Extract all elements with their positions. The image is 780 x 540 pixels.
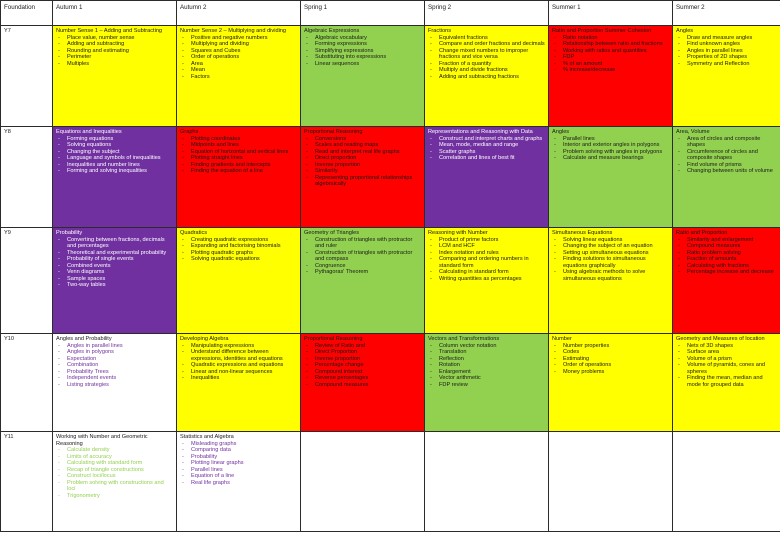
topic-title: Fractions [428, 28, 452, 34]
topic-item: - Surface area [676, 349, 777, 356]
topic-item: - Setting up simultaneous equations [552, 250, 669, 257]
topic-title: Working with Number and Geometric Reasoning [56, 434, 148, 447]
topic-item: - Inequalities [180, 375, 297, 382]
year-row-y7 [1, 26, 780, 127]
year-row-y11 [1, 432, 780, 532]
topic-item: - Product of prime factors [428, 237, 545, 244]
topic-item: - Probability of single events [56, 256, 173, 263]
topic-item: - Compare and order fractions and decimals [428, 41, 545, 48]
topic-list [180, 441, 297, 487]
topic-item: - Working with ratios and quantities [552, 48, 669, 55]
topic-item: - Substituting into expressions [304, 54, 421, 61]
topic-item: - Codes [552, 349, 669, 356]
empty-cell [673, 432, 780, 532]
topic-item: - Fraction of a quantity [428, 61, 545, 68]
topic-item: - Combination [56, 362, 173, 369]
topic-item: - Inequalities and number lines [56, 162, 173, 169]
topic-list [56, 343, 173, 389]
topic-item: - Similarity and enlargement [676, 237, 777, 244]
topic-item: - Angles in polygons [56, 349, 173, 356]
topic-item: - Calculating with fractions [676, 263, 777, 270]
topic-list [56, 35, 173, 68]
topic-item: - Inverse proportion [304, 356, 421, 363]
topic-item: - Change mixed numbers to improper fractions and vice versa [428, 48, 545, 61]
topic-title: Angles [676, 28, 694, 34]
topic-item: - Translation [428, 349, 545, 356]
topic-cell [673, 127, 780, 228]
topic-item: - Plotting coordinates [180, 136, 297, 143]
topic-item: - Equivalent fractions [428, 35, 545, 42]
topic-item: - Converting between fractions, decimals and percentages [56, 237, 173, 250]
topic-item: - Solving linear equations [552, 237, 669, 244]
topic-item: - Sample spaces [56, 276, 173, 283]
topic-list [304, 237, 421, 276]
header-row [1, 1, 780, 26]
topic-item: - Simplifying expressions [304, 48, 421, 55]
topic-title: Quadratics [180, 230, 208, 236]
topic-item: - LCM and HCF [428, 243, 545, 250]
topic-item: - Quadratic expressions and equations [180, 362, 297, 369]
topic-cell [177, 432, 301, 532]
topic-item: - Pythagoras' Theorem [304, 269, 421, 276]
year-row-y9 [1, 228, 780, 334]
topic-item: - Calculating with standard form [56, 460, 173, 467]
topic-item: - Expanding and factorising binomials [180, 243, 297, 250]
year-label: Y11 [1, 432, 53, 532]
topic-item: - Forming and solving inequalities [56, 168, 173, 175]
topic-title: Ratio and Proportion Summer Cohesion [552, 28, 652, 34]
topic-cell [177, 127, 301, 228]
topic-item: - Direct proportion [304, 155, 421, 162]
topic-item: - Circumference of circles and composite shapes [676, 149, 777, 162]
topic-title: Geometry of Triangles [304, 230, 360, 236]
topic-cell [425, 127, 549, 228]
year-label: Y9 [1, 228, 53, 334]
year-label: Y8 [1, 127, 53, 228]
topic-cell [425, 26, 549, 127]
topic-item: - Perimeter [56, 54, 173, 61]
topic-list [676, 343, 777, 389]
topic-item: - Money problems [552, 369, 669, 376]
topic-title: Proportional Reasoning [304, 129, 363, 135]
topic-item: - Nets of 3D shapes [676, 343, 777, 350]
header-autumn-1: Autumn 1 [53, 1, 177, 26]
topic-title: Geometry and Measures of location [676, 336, 765, 342]
topic-item: - Forming equations [56, 136, 173, 143]
topic-item: - Number properties [552, 343, 669, 350]
topic-cell [425, 228, 549, 334]
topic-item: - Venn diagrams [56, 269, 173, 276]
topic-item: - Compound measures [304, 382, 421, 389]
topic-item: - Representing proportional relationships algebraically [304, 175, 421, 188]
topic-item: - Index notation and rules [428, 250, 545, 257]
topic-item: - Volume of pyramids, cones and spheres [676, 362, 777, 375]
topic-title: Number Sense 2 – Multiplying and dividing [180, 28, 287, 34]
topic-item: - Angles in parallel lines [676, 48, 777, 55]
header-foundation: Foundation [1, 1, 53, 26]
topic-item: - Probability Trees [56, 369, 173, 376]
topic-item: - Ratio notation [552, 35, 669, 42]
topic-item: - Multiply and divide fractions [428, 67, 545, 74]
topic-item: - Understand difference between expressions, identities and equations [180, 349, 297, 362]
topic-list [428, 35, 545, 81]
topic-item: - Real life graphs [180, 480, 297, 487]
topic-item: - Construction of triangles with protractor and ruler [304, 237, 421, 250]
topic-item: - Adding and subtracting [56, 41, 173, 48]
empty-cell [425, 432, 549, 532]
year-label: Y10 [1, 334, 53, 432]
topic-item: - Area [180, 61, 297, 68]
topic-item: - Trigonometry [56, 493, 173, 500]
topic-title: Ratio and Proportion [676, 230, 728, 236]
topic-item: - Rotation [428, 362, 545, 369]
topic-item: - Construct loci/locus [56, 473, 173, 480]
topic-item: - Calculating in standard form [428, 269, 545, 276]
topic-item: - Draw and measure angles [676, 35, 777, 42]
topic-item: - Mean, mode, median and range [428, 142, 545, 149]
topic-item: - Column vector notation [428, 343, 545, 350]
topic-item: - Algebraic vocabulary [304, 35, 421, 42]
topic-title: Algebraic Expressions [304, 28, 360, 34]
topic-title: Probability [56, 230, 83, 236]
topic-list [428, 343, 545, 389]
topic-list [56, 136, 173, 175]
topic-item: - Finding solutions to simultaneous equations graphically [552, 256, 669, 269]
topic-item: - Squares and Cubes [180, 48, 297, 55]
topic-item: - Order of operations [552, 362, 669, 369]
empty-cell [301, 432, 425, 532]
year-row-y10 [1, 334, 780, 432]
topic-item: - Finding the mean, median and mode for grouped data [676, 375, 777, 388]
topic-list [304, 35, 421, 68]
topic-item: - Forming expressions [304, 41, 421, 48]
topic-item: - Finding the equation of a line [180, 168, 297, 175]
topic-item: - Changing the subject [56, 149, 173, 156]
topic-cell [177, 26, 301, 127]
topic-item: - Inverse proportion [304, 162, 421, 169]
topic-item: - Equation of horizontal and vertical lines [180, 149, 297, 156]
topic-item: - Creating quadratic expressions [180, 237, 297, 244]
topic-item: - Plotting quadratic graphs [180, 250, 297, 257]
topic-cell [549, 228, 673, 334]
topic-item: - % increase/decrease [552, 67, 669, 74]
topic-cell [549, 26, 673, 127]
topic-item: - Area of circles and composite shapes [676, 136, 777, 149]
topic-cell [177, 334, 301, 432]
topic-item: - Rounding and estimating [56, 48, 173, 55]
topic-item: - Plotting straight lines [180, 155, 297, 162]
topic-item: - Calculate density [56, 447, 173, 454]
year-row-y8 [1, 127, 780, 228]
topic-item: - Limits of accuracy [56, 454, 173, 461]
topic-item: - Writing quantities as percentages [428, 276, 545, 283]
topic-item: - Construction of triangles with protractor and compass [304, 250, 421, 263]
topic-item: - Problem solving with constructions and loci [56, 480, 173, 493]
topic-item: - Read and interpret real life graphs [304, 149, 421, 156]
topic-item: - Plotting linear graphs [180, 460, 297, 467]
topic-cell [425, 334, 549, 432]
topic-item: - Place value, number sense [56, 35, 173, 42]
topic-item: - Changing the subject of an equation [552, 243, 669, 250]
topic-item: - Conversions [304, 136, 421, 143]
topic-list [180, 35, 297, 81]
topic-list [676, 237, 777, 276]
topic-item: - Comparing and ordering numbers in standard form [428, 256, 545, 269]
topic-item: - Reflection [428, 356, 545, 363]
topic-title: Angles and Probability [56, 336, 112, 342]
topic-item: - Multiplying and dividing [180, 41, 297, 48]
topic-item: - Recap of triangle constructions [56, 467, 173, 474]
topic-title: Equations and Inequalities [56, 129, 122, 135]
topic-item: - Positive and negative numbers [180, 35, 297, 42]
topic-item: - Scales and reading maps [304, 142, 421, 149]
topic-cell [53, 228, 177, 334]
topic-item: - % of an amount [552, 61, 669, 68]
topic-list [304, 343, 421, 389]
topic-list [552, 343, 669, 376]
topic-item: - Direct Proportion [304, 349, 421, 356]
topic-title: Statistics and Algebra [180, 434, 234, 440]
topic-list [180, 343, 297, 382]
year-label: Y7 [1, 26, 53, 127]
topic-item: - Factors [180, 74, 297, 81]
topic-item: - Compound measures [676, 243, 777, 250]
topic-item: - Midpoints and lines [180, 142, 297, 149]
topic-item: - Scatter graphs [428, 149, 545, 156]
topic-item: - Mean [180, 67, 297, 74]
topic-item: - Theoretical and experimental probability [56, 250, 173, 257]
topic-item: - Congruence [304, 263, 421, 270]
topic-item: - Changing between units of volume [676, 168, 777, 175]
topic-item: - Calculate and measure bearings [552, 155, 669, 162]
topic-cell [673, 26, 780, 127]
topic-item: - Find volume of prisms [676, 162, 777, 169]
topic-item: - Volume of a prism [676, 356, 777, 363]
topic-title: Area, Volume [676, 129, 710, 135]
topic-item: - Estimating [552, 356, 669, 363]
topic-item: - FDP review [428, 382, 545, 389]
topic-item: - Fraction of amounts [676, 256, 777, 263]
topic-item: - Using algebraic methods to solve simultaneous equations [552, 269, 669, 282]
topic-list [676, 136, 777, 175]
topic-title: Proportional Reasoning [304, 336, 363, 342]
topic-cell [53, 334, 177, 432]
topic-list [56, 237, 173, 289]
topic-item: - Symmetry and Reflection [676, 61, 777, 68]
topic-cell [177, 228, 301, 334]
header-summer-2: Summer 2 [673, 1, 780, 26]
topic-cell [301, 334, 425, 432]
header-summer-1: Summer 1 [549, 1, 673, 26]
topic-item: - Find unknown angles [676, 41, 777, 48]
topic-item: - Probability [180, 454, 297, 461]
topic-item: - Combined events [56, 263, 173, 270]
topic-item: - Parallel lines [180, 467, 297, 474]
topic-title: Angles [552, 129, 570, 135]
topic-item: - Percentage increase and decrease [676, 269, 777, 276]
topic-list [304, 136, 421, 188]
topic-item: - Misleading graphs [180, 441, 297, 448]
topic-item: - Two-way tables [56, 282, 173, 289]
topic-item: - Comparing data [180, 447, 297, 454]
topic-item: - Equation of a line [180, 473, 297, 480]
topic-cell [673, 228, 780, 334]
topic-title: Representations and Reasoning with Data [428, 129, 533, 135]
topic-title: Simultaneous Equations [552, 230, 613, 236]
topic-title: Number [552, 336, 572, 342]
topic-cell [549, 334, 673, 432]
topic-title: Vectors and Transformations [428, 336, 500, 342]
topic-item: - Multiples [56, 61, 173, 68]
topic-item: - Linear and non-linear sequences [180, 369, 297, 376]
topic-item: - Reverse percentages [304, 375, 421, 382]
topic-item: - Enlargement [428, 369, 545, 376]
header-spring-1: Spring 1 [301, 1, 425, 26]
topic-title: Graphs [180, 129, 199, 135]
topic-item: - Manipulating expressions [180, 343, 297, 350]
topic-item: - Compound interest [304, 369, 421, 376]
topic-cell [301, 228, 425, 334]
topic-item: - Interior and exterior angles in polygons [552, 142, 669, 149]
topic-list [676, 35, 777, 68]
topic-item: - Properties of 2D shapes [676, 54, 777, 61]
topic-item: - Relationship between ratio and fractions [552, 41, 669, 48]
topic-item: - Finding gradients and intercepts [180, 162, 297, 169]
topic-item: - FDP [552, 54, 669, 61]
topic-item: - Solving quadratic equations [180, 256, 297, 263]
empty-cell [549, 432, 673, 532]
topic-list [428, 237, 545, 283]
topic-title: Reasoning with Number [428, 230, 488, 236]
topic-cell [301, 127, 425, 228]
topic-item: - Ratio problem solving [676, 250, 777, 257]
topic-list [552, 35, 669, 74]
topic-cell [549, 127, 673, 228]
topic-list [552, 136, 669, 162]
topic-item: - Order of operations [180, 54, 297, 61]
topic-item: - Percentage change [304, 362, 421, 369]
topic-cell [53, 127, 177, 228]
topic-item: - Independent events [56, 375, 173, 382]
topic-list [180, 237, 297, 263]
header-autumn-2: Autumn 2 [177, 1, 301, 26]
topic-item: - Listing strategies [56, 382, 173, 389]
topic-item: - Angles in parallel lines [56, 343, 173, 350]
topic-item: - Language and symbols of inequalities [56, 155, 173, 162]
topic-item: - Review of Ratio and [304, 343, 421, 350]
topic-list [552, 237, 669, 283]
topic-item: - Adding and subtracting fractions [428, 74, 545, 81]
topic-item: - Vector arithmetic [428, 375, 545, 382]
topic-list [56, 447, 173, 499]
topic-list [180, 136, 297, 175]
topic-item: - Problem solving with angles in polygons [552, 149, 669, 156]
topic-item: - Expectation [56, 356, 173, 363]
topic-title: Developing Algebra [180, 336, 229, 342]
topic-item: - Parallel lines [552, 136, 669, 143]
topic-list [428, 136, 545, 162]
topic-cell [53, 432, 177, 532]
topic-cell [53, 26, 177, 127]
topic-cell [301, 26, 425, 127]
topic-item: - Construct and interpret charts and graphs [428, 136, 545, 143]
topic-item: - Correlation and lines of best fit [428, 155, 545, 162]
topic-item: - Similarity [304, 168, 421, 175]
topic-title: Number Sense 1 – Adding and Subtracting [56, 28, 163, 34]
topic-item: - Solving equations [56, 142, 173, 149]
topic-item: - Linear sequences [304, 61, 421, 68]
header-spring-2: Spring 2 [425, 1, 549, 26]
topic-cell [673, 334, 780, 432]
